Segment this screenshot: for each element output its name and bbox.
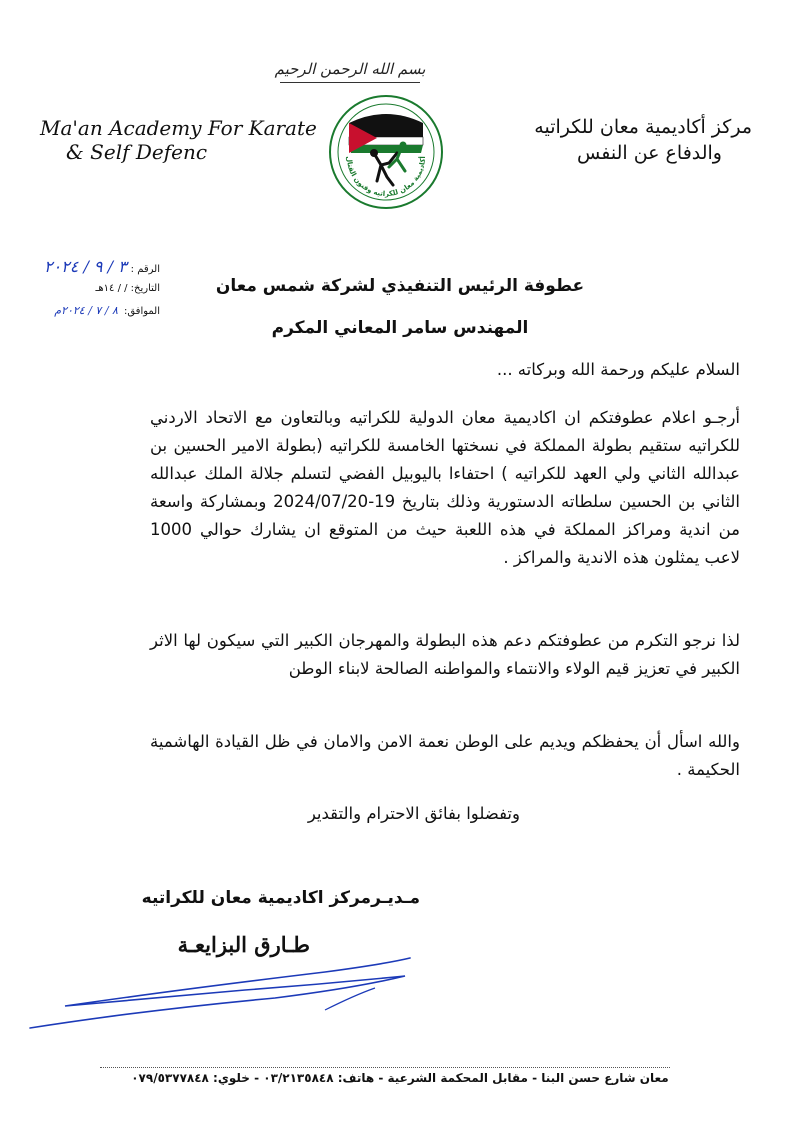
english-name-line1: Ma'an Academy For Karate	[40, 116, 317, 140]
recipient-line2: المهندس سامر المعاني المكرم	[271, 318, 529, 338]
body-paragraph-2: لذا نرجو التكرم من عطوفتكم دعم هذه البطولة والمهرجان الكبير التي سيكون لها الاثر الكبير في تعزيز قيم الولاء والانتماء والمواطنه الصالحة لابناء الوطن	[150, 631, 740, 678]
gregorian-date-value: ٨ / ٧ / ٢٠٢٤م	[54, 304, 118, 317]
body-paragraph-1: أرجـو اعلام عطوفتكم ان اكاديمية معان الدولية للكراتيه وبالتعاون مع الاتحاد الاردني للكراتيه ستقيم بطولة المملكة في نسختها الخامسة للكراتيه (بطولة الامير الحسين بن عبدالله الثاني ولي العهد للكراتيه ) احتفاءا باليوبيل الفضي لتسلم جلالة الملك عبدالله الثاني بن الحسين سلطاته الدستورية وذلك بتاريخ 19-2024/07/20 وبمشاركة واسعة من اندية ومراكز المملكة في هذه اللعبة حيث من المتوقع ان يشارك حوالي 1000 لاعب يمثلون هذه الاندية والمراكز .	[150, 408, 740, 567]
arabic-name-line1: مركز أكاديمية معان للكراتيه	[534, 116, 752, 138]
english-letterhead	[40, 116, 317, 164]
reference-number-row	[30, 256, 160, 278]
greeting: السلام عليكم ورحمة الله وبركاته ...	[496, 360, 740, 379]
academy-logo	[327, 93, 445, 211]
handwritten-signature	[25, 950, 415, 1040]
reference-number-value: ٣ / ٩ / ٢٠٢٤	[43, 257, 127, 276]
signatory-name: طـارق البزايعـة	[177, 932, 310, 957]
hijri-date-label: التاريخ: / / ١٤هـ	[95, 283, 160, 294]
closing-line: وتفضلوا بفائق الاحترام والتقدير	[307, 804, 520, 823]
logo-arc-text: أكاديمية معان للكراتيه وفنون القتال	[344, 155, 428, 199]
reference-number-label: الرقم :	[130, 264, 160, 275]
footer-divider	[100, 1067, 670, 1068]
english-name-line2: & Self Defenc	[66, 140, 208, 164]
basmala-calligraphy: بسم الله الرحمن الرحيم	[274, 60, 426, 78]
arabic-letterhead	[534, 114, 752, 166]
signatory-title: مـديـرمركز اكاديمية معان للكراتيه	[141, 888, 420, 908]
logo-emblem-icon	[327, 93, 445, 211]
gregorian-date-label: الموافق:	[123, 306, 160, 317]
body-paragraph-3: والله اسأل أن يحفظكم ويديم على الوطن نعمة الامن والامان في ظل القيادة الهاشمية الحكيمة .	[150, 732, 740, 779]
recipient-line1: عطوفة الرئيس التنفيذي لشركة شمس معان	[215, 276, 585, 296]
basmala-underline	[280, 82, 420, 83]
footer-address: معان شارع حسن البنا - مقابل المحكمة الشرعية - هاتف: ٠٣/٢١٣٥٨٤٨ - خلوي: ٠٧٩/٥٣٧٧٨٤٨	[131, 1071, 669, 1085]
arabic-name-line2: والدفاع عن النفس	[577, 142, 722, 164]
